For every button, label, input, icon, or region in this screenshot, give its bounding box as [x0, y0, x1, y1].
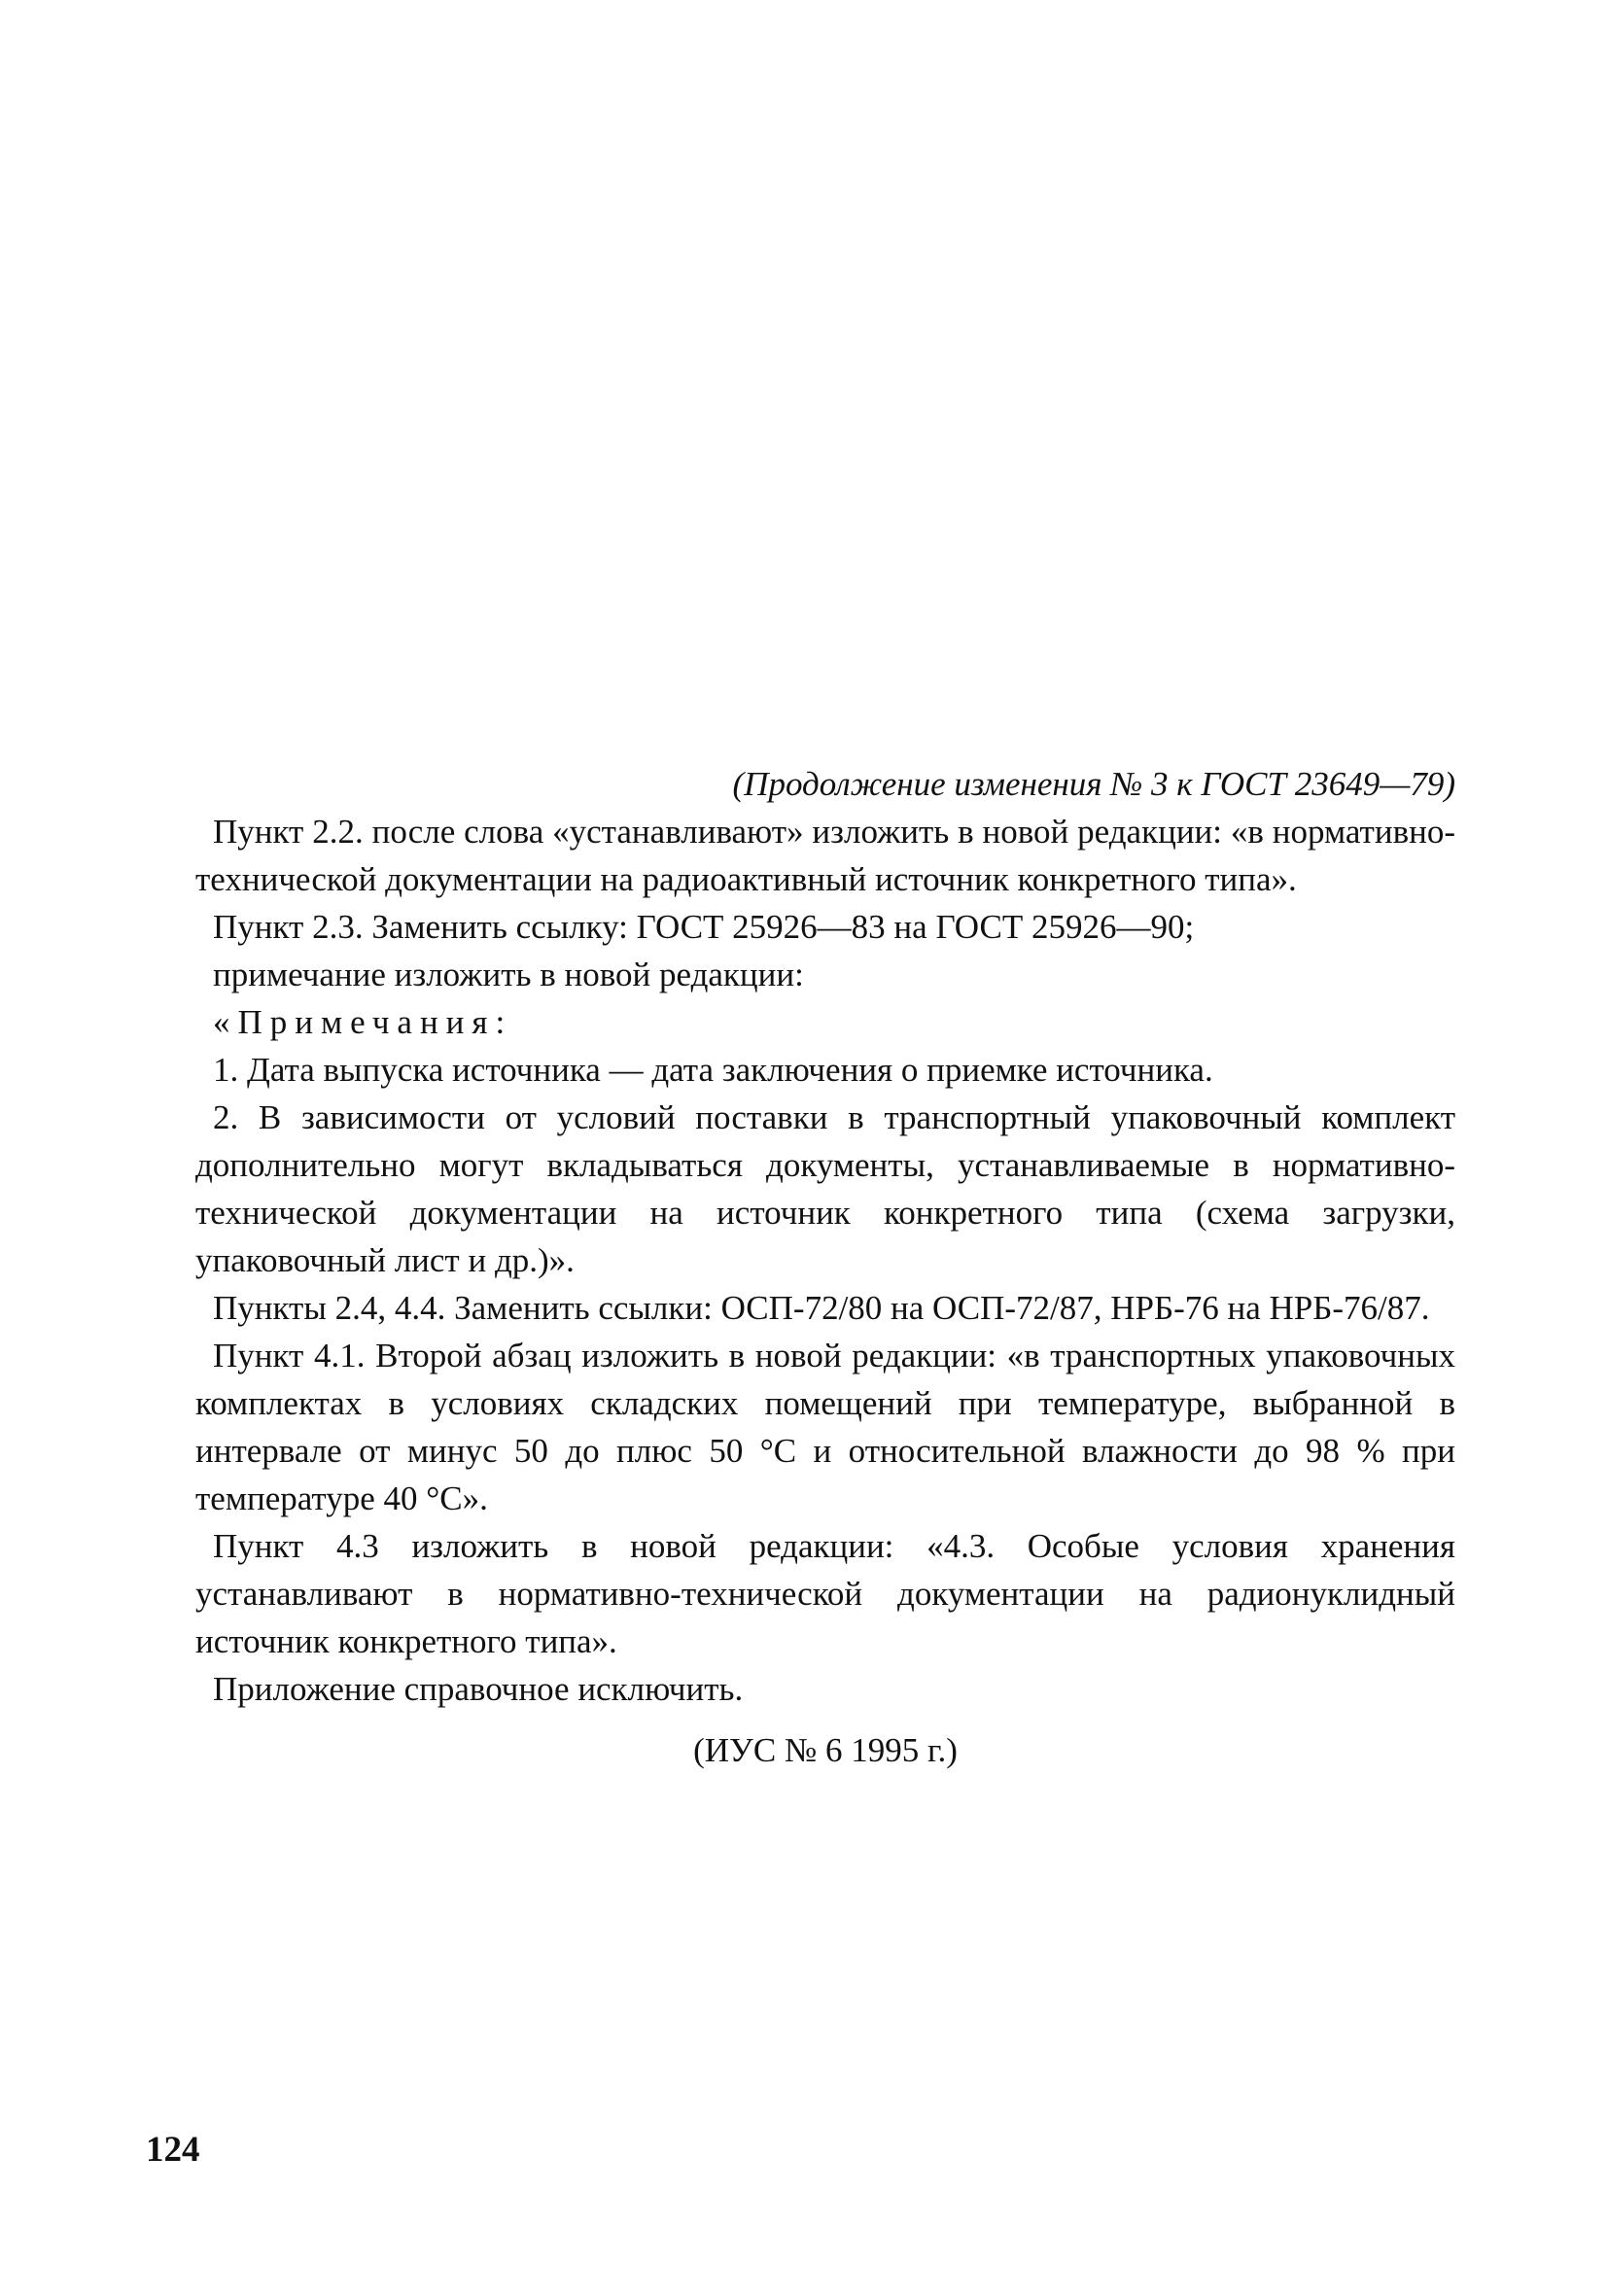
- continuation-header: (Продолжение изменения № 3 к ГОСТ 23649—79): [732, 765, 1455, 803]
- note-item-1: 1. Дата выпуска источника — дата заключения о приемке источника.: [213, 1051, 1213, 1089]
- paragraph-4-1: Пункт 4.1. Второй абзац изложить в новой редакции: «в транспортных упаковочных комплектах в условиях складских помещений при температуре, выбранной в интервале от минус 50 до плюс 50 °С и относительной влажности до 98 % при температуре 40 °С».: [195, 1337, 1455, 1517]
- paragraph-2-3: Пункт 2.3. Заменить ссылку: ГОСТ 25926—83 на ГОСТ 25926—90;: [213, 908, 1195, 946]
- paragraph-2-2: Пункт 2.2. после слова «устанавливают» изложить в новой редакции: «в нормативно-технической документации на радиоактивный источник конкретного типа».: [195, 813, 1455, 898]
- paragraph-appendix: Приложение справочное исключить.: [213, 1670, 744, 1708]
- paragraph-2-4: Пункты 2.4, 4.4. Заменить ссылки: ОСП-72/80 на ОСП-72/87, НРБ-76 на НРБ-76/87.: [213, 1289, 1430, 1327]
- note-item-2: 2. В зависимости от условий поставки в транспортный упаковочный комплект дополнительно могут вкладываться документы, устанавливаемые в нормативно-технической документации на источник конкретного типа (схема загрузки, упаковочный лист и др.)».: [195, 1098, 1455, 1279]
- paragraph-4-3: Пункт 4.3 изложить в новой редакции: «4.3. Особые условия хранения устанавливают в нормативно-технической документации на радионуклидный источник конкретного типа».: [195, 1527, 1455, 1660]
- page-number: 124: [146, 2130, 200, 2170]
- notes-heading: «Примечания:: [213, 1003, 513, 1041]
- paragraph-note-intro: примечание изложить в новой редакции:: [213, 956, 804, 993]
- source-reference: (ИУС № 6 1995 г.): [693, 1731, 958, 1769]
- document-body: [195, 760, 1455, 1774]
